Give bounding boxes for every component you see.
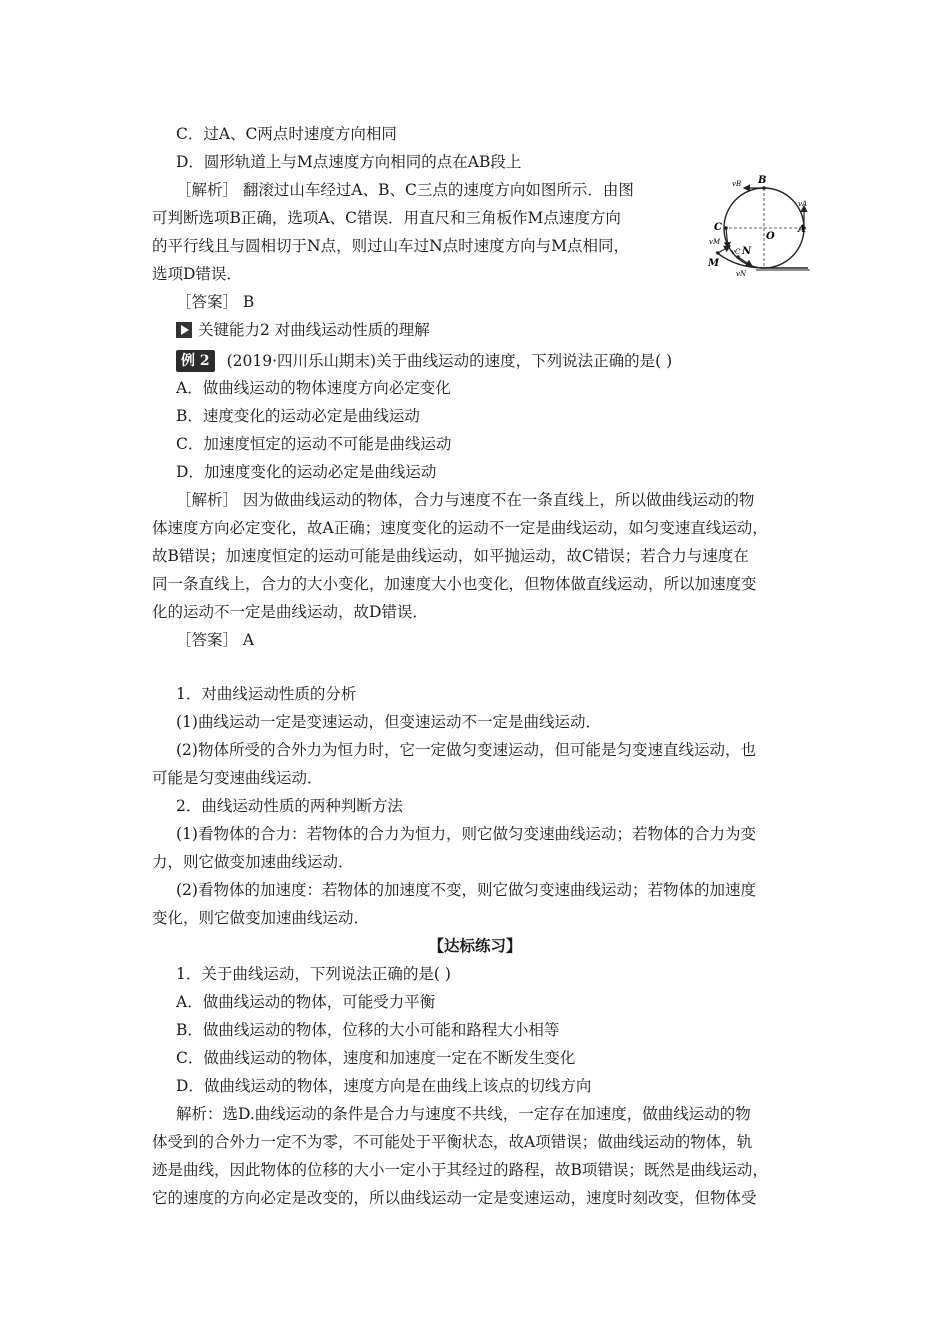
- label-a: A: [798, 224, 806, 235]
- practice-option-b: B．做曲线运动的物体，位移的大小可能和路程大小相等: [176, 1021, 560, 1039]
- analysis-line-3: 的平行线且与圆相切于N点，则过山车过N点时速度方向与M点相同，: [152, 237, 629, 255]
- option-c: C．加速度恒定的运动不可能是曲线运动: [176, 435, 452, 453]
- example-badge: 例 2: [176, 350, 215, 372]
- practice-analysis-2: 体受到的合外力一定不为零，不可能处于平衡状态，故A项错误；做曲线运动的物体，轨: [152, 1133, 753, 1151]
- example-2-text: (2019·四川乐山期末)关于曲线运动的速度，下列说法正确的是( ): [226, 352, 673, 370]
- method-2-cont: 变化，则它做变加速曲线运动．: [152, 909, 370, 927]
- method-2: (2)看物体的加速度：若物体的加速度不变，则它做匀变速曲线运动；若物体的加速度: [176, 881, 756, 899]
- key-ability-heading: [176, 320, 430, 340]
- summary-heading-1: 1．对曲线运动性质的分析: [176, 685, 357, 703]
- play-triangle-icon: [176, 322, 192, 338]
- practice-heading: 【达标练习】: [428, 936, 522, 955]
- analysis-2-line-4: 同一条直线上，合力的大小变化，加速度大小也变化，但物体做直线运动，所以加速度变: [152, 575, 757, 593]
- analysis-2-line-3: 故B错误；加速度恒定的运动可能是曲线运动，如平抛运动，故C错误；若合力与速度在: [152, 547, 749, 565]
- label-m: M: [708, 258, 720, 269]
- summary-point-2-cont: 可能是匀变速曲线运动．: [152, 769, 323, 787]
- label-o: O: [766, 231, 775, 242]
- summary-heading-2: 2．曲线运动性质的两种判断方法: [176, 797, 403, 815]
- velocity-m-arrow: [718, 246, 730, 253]
- answer-2: ［答案］ A: [176, 631, 255, 649]
- key-ability-text: 关键能力2 对曲线运动性质的理解: [198, 321, 430, 339]
- option-d: D．圆形轨道上与M点速度方向相同的点在AB段上: [176, 153, 522, 171]
- option-b: B．速度变化的运动必定是曲线运动: [176, 407, 420, 425]
- option-d: D．加速度变化的运动必定是曲线运动: [176, 463, 437, 481]
- analysis-line-1: ［解析］ 翻滚过山车经过A、B、C三点的速度方向如图所示．由图: [176, 181, 634, 199]
- label-c: C: [714, 222, 722, 233]
- practice-option-c: C．做曲线运动的物体，速度和加速度一定在不断发生变化: [176, 1049, 576, 1067]
- practice-question-1: 1．关于曲线运动，下列说法正确的是( ): [176, 965, 451, 983]
- practice-analysis-4: 它的速度的方向必定是改变的，所以曲线运动一定是变速运动，速度时刻改变，但物体受: [152, 1189, 757, 1207]
- practice-analysis-3: 迹是曲线，因此物体的位移的大小一定小于其经过的路程，故B项错误；既然是曲线运动，: [152, 1161, 768, 1179]
- label-vc: vC: [731, 248, 741, 256]
- method-1-cont: 力，则它做变加速曲线运动．: [152, 853, 354, 871]
- analysis-line-4: 选项D错误．: [152, 265, 242, 283]
- method-1: (1)看物体的合力：若物体的合力为恒力，则它做匀变速曲线运动；若物体的合力为变: [176, 825, 756, 843]
- velocity-c-arrow: [726, 228, 728, 248]
- option-c: C．过A、C两点时速度方向相同: [176, 125, 397, 143]
- roller-coaster-figure: [706, 172, 816, 280]
- summary-point-2: (2)物体所受的合外力为恒力时，它一定做匀变速运动，但可能是匀变速直线运动，也: [176, 741, 756, 759]
- label-vb: vB: [732, 180, 742, 188]
- summary-point-1: (1)曲线运动一定是变速运动，但变速运动不一定是曲线运动．: [176, 713, 601, 731]
- label-va: vA: [798, 200, 808, 208]
- analysis-2-line-2: 体速度方向必定变化，故A正确；速度变化的运动不一定是曲线运动，如匀变速直线运动，: [152, 519, 768, 537]
- answer-1: ［答案］ B: [176, 293, 255, 311]
- practice-option-d: D．做曲线运动的物体，速度方向是在曲线上该点的切线方向: [176, 1077, 592, 1095]
- label-vm: vM: [709, 238, 721, 246]
- label-vn: vN: [736, 270, 747, 278]
- example-2-question: [176, 350, 672, 372]
- option-a: A．做曲线运动的物体速度方向必定变化: [176, 379, 451, 397]
- analysis-2-line-1: ［解析］ 因为做曲线运动的物体，合力与速度不在一条直线上，所以做曲线运动的物: [176, 491, 755, 509]
- label-b: B: [758, 175, 767, 186]
- practice-analysis-1: 解析：选D.曲线运动的条件是合力与速度不共线，一定存在加速度，做曲线运动的物: [176, 1105, 751, 1123]
- analysis-2-line-5: 化的运动不一定是曲线运动，故D错误．: [152, 603, 428, 621]
- analysis-line-2: 可判断选项B正确，选项A、C错误．用直尺和三角板作M点速度方向: [152, 209, 621, 227]
- label-n: N: [742, 246, 752, 257]
- practice-option-a: A．做曲线运动的物体，可能受力平衡: [176, 993, 436, 1011]
